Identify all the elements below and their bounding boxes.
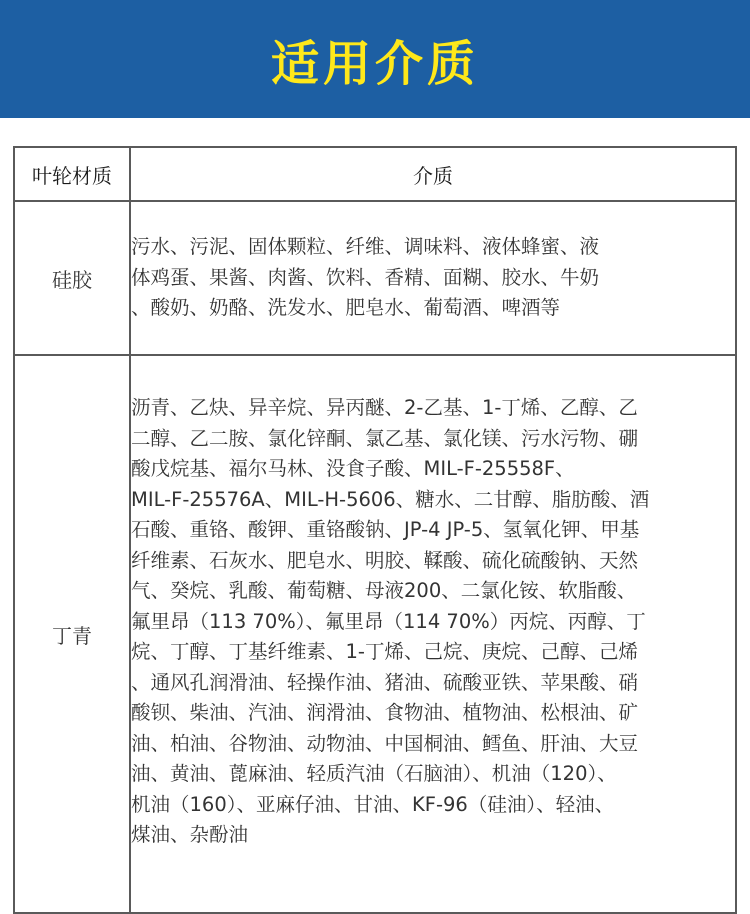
medium-line: 污水、污泥、固体颗粒、纤维、调味料、液体蜂蜜、液 xyxy=(131,235,600,259)
medium-line: 纤维素、石灰水、肥皂水、明胶、鞣酸、硫化硫酸钠、天然 xyxy=(131,548,639,572)
medium-line: 烷、丁醇、丁基纤维素、1-丁烯、己烷、庚烷、己醇、己烯 xyxy=(131,640,638,663)
medium-line: 体鸡蛋、果酱、肉酱、饮料、香精、面糊、胶水、牛奶 xyxy=(131,265,600,289)
medium-line: 酸戊烷基、福尔马林、没食子酸、MIL-F-25558F、 xyxy=(131,457,575,480)
header-medium: 介质 xyxy=(130,147,736,201)
medium-line: 气、癸烷、乳酸、葡萄糖、母液200、二氯化铵、软脂酸、 xyxy=(131,579,637,602)
medium-line: 油、柏油、谷物油、动物油、中国桐油、鳕鱼、肝油、大豆 xyxy=(131,731,639,755)
medium-line: MIL-F-25576A、MIL-H-5606、糖水、二甘醇、脂肪酸、酒 xyxy=(131,487,650,511)
medium-line: 石酸、重铬、酸钾、重铬酸钠、JP-4 JP-5、氢氧化钾、甲基 xyxy=(131,518,640,541)
media-table xyxy=(13,146,737,914)
material-label: 硅胶 xyxy=(52,267,92,292)
material-label: 丁青 xyxy=(52,623,92,648)
medium-line: 氟里昂（113 70%）、氟里昂（114 70%）丙烷、丙醇、丁 xyxy=(131,609,646,633)
medium-line: 二醇、乙二胺、氯化锌酮、氯乙基、氯化镁、污水污物、硼 xyxy=(131,426,639,450)
table-row xyxy=(14,201,736,355)
title-banner xyxy=(0,0,750,118)
medium-cell xyxy=(130,355,736,913)
medium-line: 、通风孔润滑油、轻操作油、猪油、硫酸亚铁、苹果酸、硝 xyxy=(131,670,639,694)
medium-cell xyxy=(130,201,736,355)
material-cell xyxy=(14,201,130,355)
medium-line: 沥青、乙炔、异辛烷、异丙醚、2-乙基、1-丁烯、乙醇、乙 xyxy=(131,396,638,419)
medium-line: 酸钡、柴油、汽油、润滑油、食物油、植物油、松根油、矿 xyxy=(131,701,639,724)
table-header-row xyxy=(14,147,736,201)
page-title: 适用介质 xyxy=(270,35,479,92)
table-row xyxy=(14,355,736,913)
medium-line: 煤油、杂酚油 xyxy=(131,823,249,846)
medium-line: 机油（160）、亚麻仔油、甘油、KF-96（硅油）、轻油、 xyxy=(131,792,615,816)
medium-line: 、酸奶、奶酪、洗发水、肥皂水、葡萄酒、啤酒等 xyxy=(131,296,561,320)
medium-line: 油、黄油、蓖麻油、轻质汽油（石脑油）、机油（120）、 xyxy=(131,762,617,785)
material-cell xyxy=(14,355,130,913)
header-material: 叶轮材质 xyxy=(14,147,130,201)
